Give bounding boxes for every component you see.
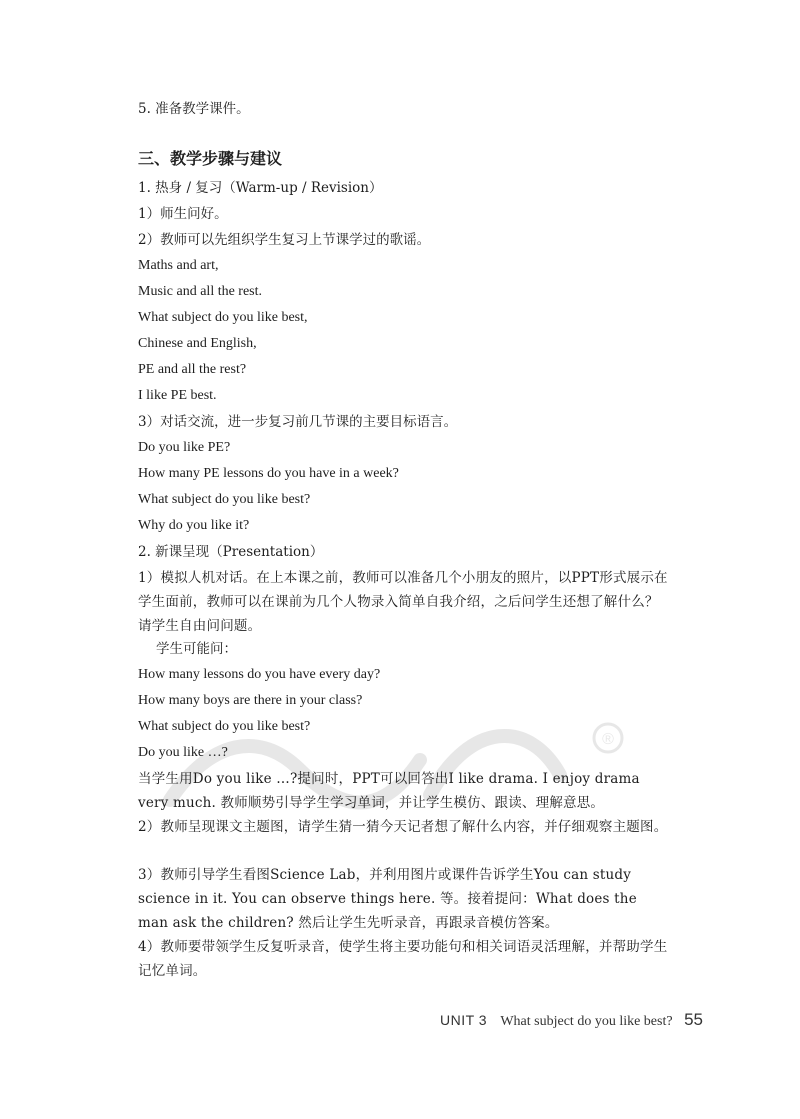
chant-line-4: Chinese and English, xyxy=(138,336,257,351)
section-heading: 三、教学步骤与建议 xyxy=(138,149,283,168)
step-dialogue: 3）对话交流，进一步复习前几节课的主要目标语言。 xyxy=(138,414,458,430)
watermark-registered-mark: ® xyxy=(602,731,614,748)
paragraph-drama: 当学生用Do you like …?提问时，PPT可以回答出I like drama. I enjoy drama very much. 教师顺势引导学生学习单词，并让学生模仿、跟读、理解意思。 xyxy=(138,771,640,811)
paragraph-science-lab: 3）教师引导学生看图Science Lab，并利用图片或课件告诉学生You can study science in it. You can observe things here. 等。接着提问：What does the man ask the children? 然后让学生先听录音，再跟录音模仿答案。 xyxy=(138,867,637,931)
possible-questions-label: 学生可能问： xyxy=(156,641,237,657)
page-number: 55 xyxy=(684,1010,703,1029)
possible-question-3: What subject do you like best? xyxy=(138,719,311,734)
step-review-chant: 2）教师可以先组织学生复习上节课学过的歌谣。 xyxy=(138,232,431,248)
question-1: Do you like PE? xyxy=(138,440,231,455)
footer-title: What subject do you like best? xyxy=(500,1014,673,1029)
question-2: How many PE lessons do you have in a week? xyxy=(138,466,399,481)
subsection-presentation: 2. 新课呈现（Presentation） xyxy=(138,544,324,560)
question-4: Why do you like it? xyxy=(138,518,250,533)
chant-line-2: Music and all the rest. xyxy=(138,284,263,299)
page-footer xyxy=(440,1010,740,1034)
possible-question-2: How many boys are there in your class? xyxy=(138,693,363,708)
question-3: What subject do you like best? xyxy=(138,492,311,507)
possible-question-4: Do you like …? xyxy=(138,745,228,760)
paragraph-listening: 4）教师要带领学生反复听录音，使学生将主要功能句和相关词语灵活理解，并帮助学生记忆单词。 xyxy=(138,939,668,979)
paragraph-simulated-dialogue: 1）模拟人机对话。在上本课之前，教师可以准备几个小朋友的照片，以PPT形式展示在学生面前，教师可以在课前为几个人物录入简单自我介绍，之后问学生还想了解什么？请学生自由问问题。 xyxy=(138,570,668,634)
chant-line-1: Maths and art, xyxy=(138,258,219,273)
prep-item-5: 5. 准备教学课件。 xyxy=(138,101,250,117)
step-greeting: 1）师生问好。 xyxy=(138,206,228,222)
footer-unit: UNIT 3 xyxy=(440,1012,488,1028)
subsection-warmup: 1. 热身 / 复习（Warm-up / Revision） xyxy=(138,180,383,196)
chant-line-3: What subject do you like best, xyxy=(138,310,308,325)
paragraph-theme-picture: 2）教师呈现课文主题图，请学生猜一猜今天记者想了解什么内容，并仔细观察主题图。 xyxy=(138,819,668,835)
chant-line-6: I like PE best. xyxy=(138,388,217,403)
possible-question-1: How many lessons do you have every day? xyxy=(138,667,381,682)
chant-line-5: PE and all the rest? xyxy=(138,362,247,377)
